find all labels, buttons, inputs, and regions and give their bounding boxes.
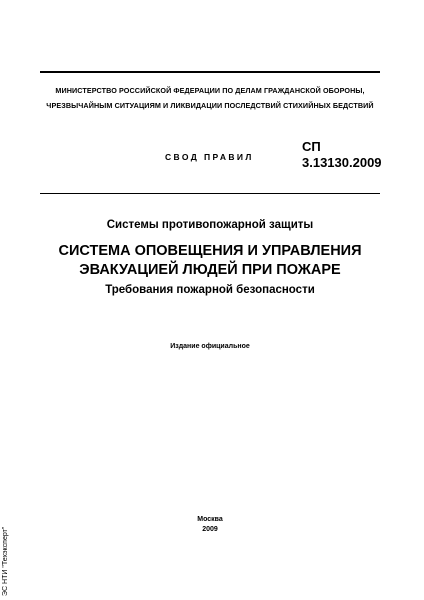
ministry-line-2: ЧРЕЗВЫЧАЙНЫМ СИТУАЦИЯМ И ЛИКВИДАЦИИ ПОСЛЕДСТВИЙ СТИХИЙНЫХ БЕДСТВИЙ (46, 101, 374, 110)
subtitle-top: Системы противопожарной защиты (106, 219, 314, 231)
side-watermark-text: ЭС НТИ "Техэксперт" (2, 526, 9, 596)
edition-label: Издание официальное (170, 343, 250, 350)
code-prefix: СП (302, 139, 321, 154)
ministry-line-1: МИНИСТЕРСТВО РОССИЙСКОЙ ФЕДЕРАЦИИ ПО ДЕЛАМ ГРАЖДАНСКОЙ ОБОРОНЫ, (55, 86, 365, 95)
middle-rule (40, 193, 380, 194)
subtitle-bottom: Требования пожарной безопасности (105, 284, 315, 296)
code-number: 3.13130.2009 (302, 155, 382, 170)
imprint-year: 2009 (202, 526, 218, 533)
main-title-line-2: ЭВАКУАЦИЕЙ ЛЮДЕЙ ПРИ ПОЖАРЕ (79, 262, 341, 278)
top-rule (40, 71, 380, 73)
main-title-line-1: СИСТЕМА ОПОВЕЩЕНИЯ И УПРАВЛЕНИЯ (58, 243, 362, 259)
imprint-city: Москва (197, 516, 223, 523)
document-type-label: СВОД ПРАВИЛ (165, 152, 254, 162)
